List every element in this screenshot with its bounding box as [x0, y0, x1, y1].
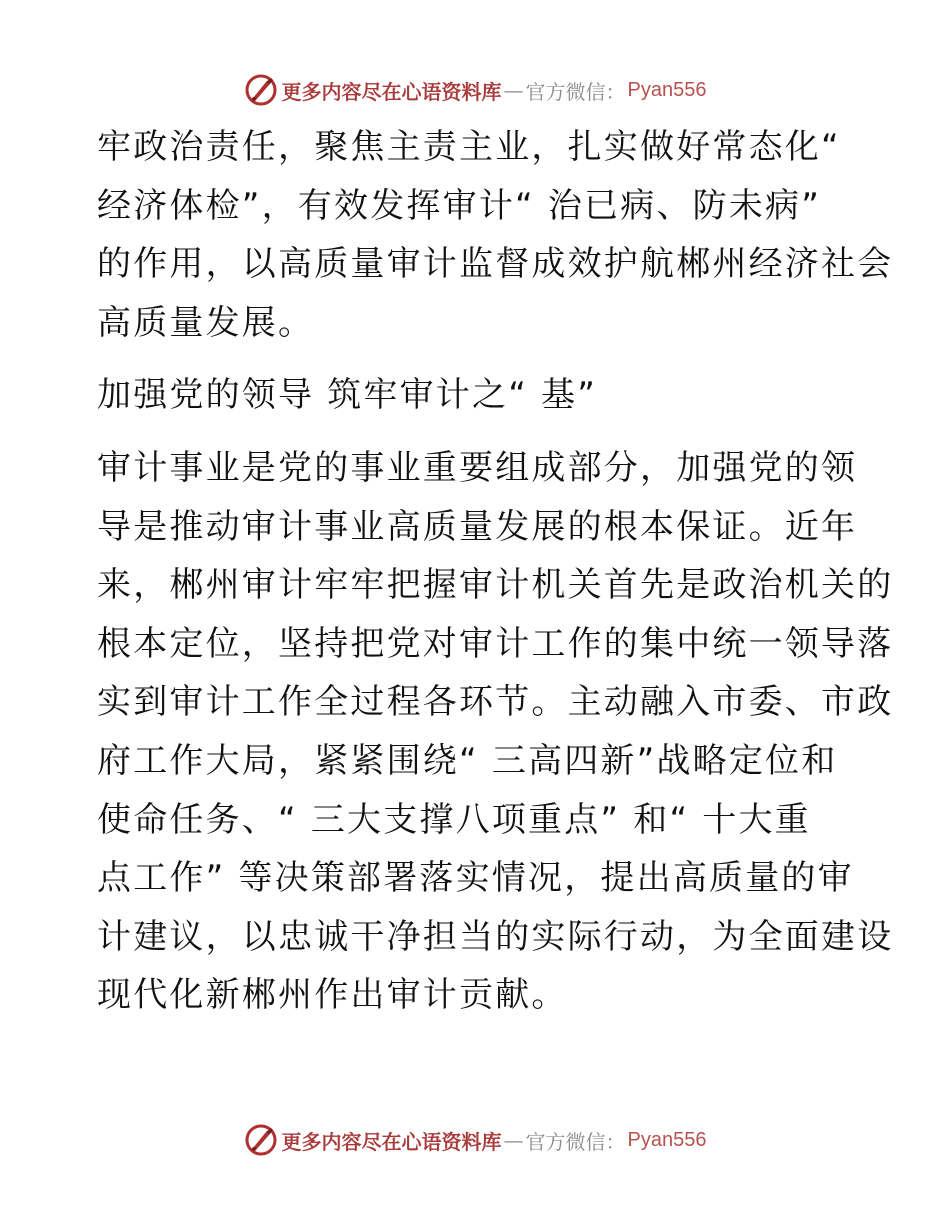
- watermark-account-label: 官方微信：: [525, 79, 626, 104]
- text-line: 导是推动审计事业高质量发展的根本保证。近年: [97, 506, 858, 547]
- text-line: 府工作大局，紧紧围绕“ 三高四新”战略定位和: [97, 740, 838, 781]
- text-line: 根本定位，坚持把党对审计工作的集中统一领导落: [97, 623, 894, 664]
- text-line: 点工作” 等决策部署落实情况，提出高质量的审: [97, 858, 854, 899]
- text-line: 现代化新郴州作出审计贡献。: [97, 975, 568, 1016]
- text-line: 高质量发展。: [97, 302, 315, 343]
- paragraph: [97, 118, 894, 352]
- text-line: 的作用，以高质量审计监督成效护航郴州经济社会: [97, 244, 894, 285]
- watermark-site-text: 更多内容尽在心语资料库: [281, 1129, 502, 1154]
- text-line: 实到审计工作全过程各环节。主动融入市委、市政: [97, 682, 894, 723]
- text-line: 经济体检”，有效发挥审计“ 治已病、防未病”: [97, 185, 822, 226]
- text-line: 牢政治责任，聚焦主责主业，扎实做好常态化“: [97, 127, 841, 167]
- watermark-account-label: 官方微信：: [525, 1129, 626, 1154]
- text-line: 来，郴州审计牢牢把握审计机关首先是政治机关的: [97, 565, 894, 606]
- paragraph-gap: [97, 352, 857, 366]
- text-line: 审计事业是党的事业重要组成部分，加强党的领: [97, 447, 858, 488]
- paragraph-gap: [97, 425, 857, 439]
- watermark-header: [0, 70, 950, 110]
- watermark-site-text: 更多内容尽在心语资料库: [281, 79, 502, 104]
- quill-seal-icon: [244, 73, 278, 107]
- watermark-account-id: Pyan556: [627, 78, 707, 101]
- text-line: 使命任务、“ 三大支撑八项重点” 和“ 十大重: [97, 799, 811, 840]
- paragraph: [97, 439, 894, 1025]
- document-body: [97, 118, 894, 1025]
- text-line: 计建议，以忠诚干净担当的实际行动，为全面建设: [97, 916, 894, 957]
- quill-seal-icon: [244, 1123, 278, 1157]
- watermark-separator: —: [503, 78, 524, 102]
- watermark-account-id: Pyan556: [627, 1128, 707, 1151]
- section-heading: 加强党的领导 筑牢审计之“ 基”: [97, 375, 598, 416]
- watermark-footer: [0, 1120, 950, 1160]
- watermark-separator: —: [503, 1128, 524, 1152]
